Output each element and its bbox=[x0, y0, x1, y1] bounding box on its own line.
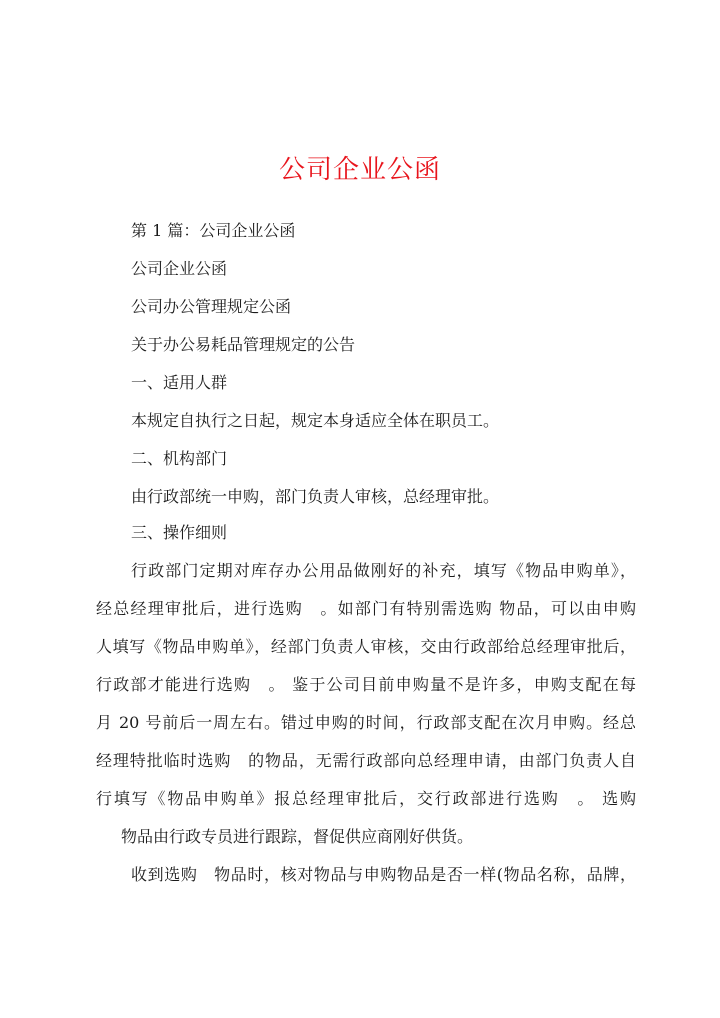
paragraph-line: 月 20 号前后一周左右。错过申购的时间，行政部支配在次月申购。经总 bbox=[96, 713, 636, 732]
document-title: 公司企业公函 bbox=[278, 155, 441, 185]
paragraph-line: 人填写《物品申购单》，经部门负责人审核，交由行政部给总经理审批后， bbox=[96, 637, 636, 656]
section-heading: 三、操作细则 bbox=[131, 523, 228, 542]
paragraph-line: 行政部才能进行选购 。 鉴于公司目前申购量不是许多，申购支配在每 bbox=[96, 675, 636, 694]
paragraph-line: 本规定自执行之日起，规定本身适应全体在职员工。 bbox=[131, 411, 500, 430]
section-heading: 一、适用人群 bbox=[131, 373, 228, 392]
paragraph-line: 第 1 篇：公司企业公函 bbox=[131, 221, 296, 240]
paragraph-line: 经总经理审批后，进行选购 。如部门有特别需选购 物品，可以由申购 bbox=[96, 599, 636, 618]
paragraph-line: 行政部门定期对库存办公用品做刚好的补充，填写《物品申购单》， bbox=[131, 561, 636, 580]
paragraph-line: 关于办公易耗品管理规定的公告 bbox=[131, 335, 356, 354]
paragraph-line: 收到选购 物品时，核对物品与申购物品是否一样(物品名称，品牌， bbox=[131, 865, 636, 884]
paragraph-line: 经理特批临时选购 的物品，无需行政部向总经理申请，由部门负责人自 bbox=[96, 751, 636, 770]
section-heading: 二、机构部门 bbox=[131, 449, 228, 468]
paragraph-line: 行填写《物品申购单》报总经理审批后，交行政部进行选购 。 选购 bbox=[96, 789, 636, 808]
paragraph-line: 物品由行政专员进行跟踪，督促供应商刚好供货。 bbox=[121, 827, 474, 846]
paragraph-line: 由行政部统一申购，部门负责人审核，总经理审批。 bbox=[131, 487, 500, 506]
paragraph-line: 公司企业公函 bbox=[131, 259, 228, 278]
paragraph-line: 公司办公管理规定公函 bbox=[131, 297, 292, 316]
